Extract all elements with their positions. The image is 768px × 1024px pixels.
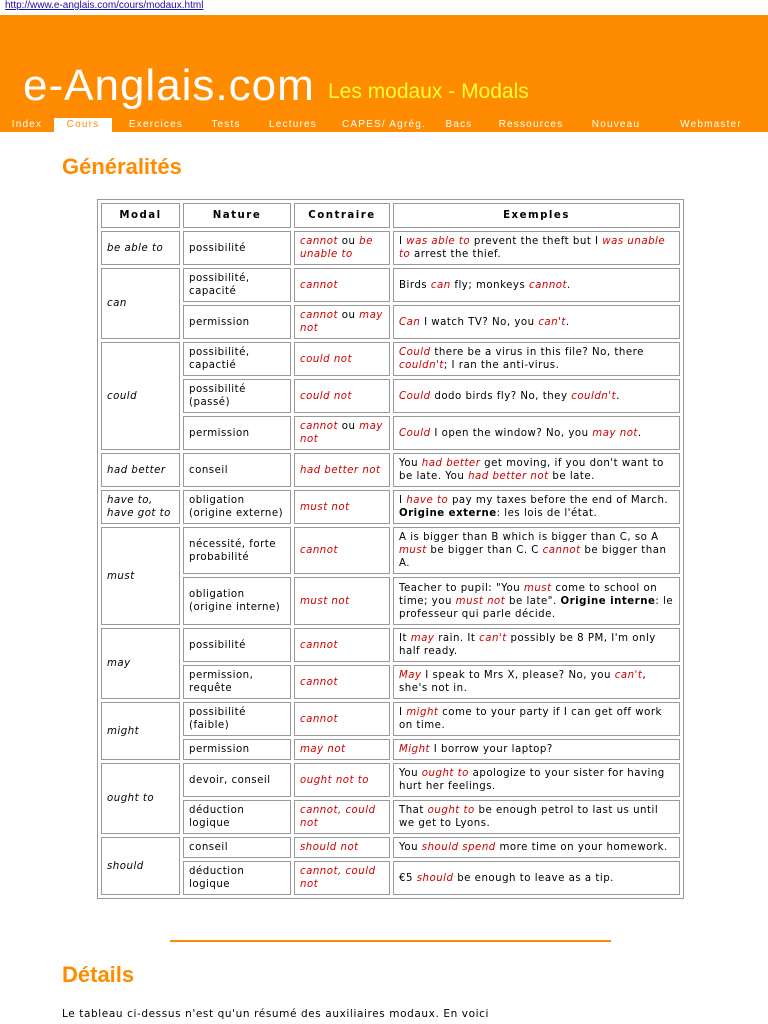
header-exemples: Exemples: [393, 203, 680, 228]
modal-cell: could: [101, 342, 180, 450]
table-row: [101, 837, 680, 858]
contraire-cell: cannot: [294, 665, 390, 699]
example-cell: It may rain. It can't possibly be 8 PM, I'm only half ready.: [393, 628, 680, 662]
header-nature: Nature: [183, 203, 291, 228]
example-cell: That ought to be enough petrol to last us until we get to Lyons.: [393, 800, 680, 834]
contraire-cell: cannot: [294, 702, 390, 736]
nav-item-bacs[interactable]: Bacs: [445, 119, 473, 130]
table-row: [101, 739, 680, 760]
contraire-cell: cannot: [294, 268, 390, 302]
main-nav: [0, 118, 768, 132]
table-row: [101, 763, 680, 797]
table-row: [101, 305, 680, 339]
modal-cell: should: [101, 837, 180, 895]
table-row: [101, 628, 680, 662]
example-cell: Could dodo birds fly? No, they couldn't.: [393, 379, 680, 413]
header-banner: [0, 15, 768, 118]
nature-cell: nécessité, forte probabilité: [183, 527, 291, 574]
example-cell: I might come to your party if I can get off work on time.: [393, 702, 680, 736]
site-title[interactable]: e-Anglais.com: [23, 61, 315, 110]
contraire-cell: cannot: [294, 527, 390, 574]
table-row: [101, 665, 680, 699]
modal-cell: had better: [101, 453, 180, 487]
example-cell: Could I open the window? No, you may not.: [393, 416, 680, 450]
nav-item-ressources[interactable]: Ressources: [498, 119, 564, 130]
table-row: [101, 379, 680, 413]
nature-cell: possibilité (faible): [183, 702, 291, 736]
modal-cell: ought to: [101, 763, 180, 834]
example-cell: Could there be a virus in this file? No, there couldn't; I ran the anti-virus.: [393, 342, 680, 376]
header-modal: Modal: [101, 203, 180, 228]
modal-cell: be able to: [101, 231, 180, 265]
nav-item-tests[interactable]: Tests: [211, 119, 241, 130]
nature-cell: possibilité (passé): [183, 379, 291, 413]
table-row: [101, 268, 680, 302]
example-cell: You had better get moving, if you don't want to be late. You had better not be late.: [393, 453, 680, 487]
table-row: [101, 800, 680, 834]
divider: [170, 940, 611, 942]
nature-cell: conseil: [183, 453, 291, 487]
nav-item-cours[interactable]: Cours: [54, 118, 112, 132]
section-heading-generalites: Généralités: [62, 154, 182, 179]
table-row: [101, 861, 680, 895]
contraire-cell: cannot ou may not: [294, 416, 390, 450]
nature-cell: permission: [183, 416, 291, 450]
example-cell: Teacher to pupil: "You must come to school on time; you must not be late". Origine interne: le professeur qui parle décide.: [393, 577, 680, 625]
contraire-cell: cannot: [294, 628, 390, 662]
table-header-row: [101, 203, 680, 228]
contraire-cell: had better not: [294, 453, 390, 487]
modal-cell: have to, have got to: [101, 490, 180, 524]
nav-item-lectures[interactable]: Lectures: [269, 119, 317, 130]
table-row: [101, 577, 680, 625]
details-paragraph: Le tableau ci-dessus n'est qu'un résumé des auxiliaires modaux. En voici: [62, 1008, 490, 1020]
example-cell: Might I borrow your laptop?: [393, 739, 680, 760]
page-subtitle: Les modaux - Modals: [328, 80, 529, 103]
example-cell: You should spend more time on your homework.: [393, 837, 680, 858]
contraire-cell: could not: [294, 342, 390, 376]
contraire-cell: must not: [294, 577, 390, 625]
contraire-cell: cannot ou may not: [294, 305, 390, 339]
contraire-cell: cannot, could not: [294, 800, 390, 834]
nature-cell: déduction logique: [183, 861, 291, 895]
example-cell: Birds can fly; monkeys cannot.: [393, 268, 680, 302]
contraire-cell: may not: [294, 739, 390, 760]
contraire-cell: must not: [294, 490, 390, 524]
nature-cell: possibilité, capactié: [183, 342, 291, 376]
example-cell: I was able to prevent the theft but I was unable to arrest the thief.: [393, 231, 680, 265]
contraire-cell: should not: [294, 837, 390, 858]
nature-cell: permission, requête: [183, 665, 291, 699]
modal-cell: might: [101, 702, 180, 760]
table-row: [101, 231, 680, 265]
nature-cell: conseil: [183, 837, 291, 858]
nav-item-exercices[interactable]: Exercices: [128, 119, 184, 130]
nature-cell: devoir, conseil: [183, 763, 291, 797]
contraire-cell: could not: [294, 379, 390, 413]
example-cell: A is bigger than B which is bigger than C, so A must be bigger than C. C cannot be bigger than A.: [393, 527, 680, 574]
nature-cell: déduction logique: [183, 800, 291, 834]
nature-cell: possibilité, capacité: [183, 268, 291, 302]
example-cell: Can I watch TV? No, you can't.: [393, 305, 680, 339]
nav-item-webmaster[interactable]: Webmaster: [680, 119, 742, 130]
table-body: [101, 231, 680, 895]
nav-item-capes-agr-g[interactable]: CAPES/ Agrég.: [342, 119, 426, 130]
nature-cell: possibilité: [183, 628, 291, 662]
source-url[interactable]: http://www.e-anglais.com/cours/modaux.html: [5, 0, 204, 11]
contraire-cell: ought not to: [294, 763, 390, 797]
nature-cell: obligation (origine interne): [183, 577, 291, 625]
nature-cell: permission: [183, 305, 291, 339]
nav-item-nouveau[interactable]: Nouveau: [591, 119, 641, 130]
nature-cell: permission: [183, 739, 291, 760]
modals-table: [97, 199, 684, 899]
table-row: [101, 416, 680, 450]
table-row: [101, 342, 680, 376]
modal-cell: may: [101, 628, 180, 699]
example-cell: I have to pay my taxes before the end of March. Origine externe: les lois de l'état.: [393, 490, 680, 524]
header-contraire: Contraire: [294, 203, 390, 228]
table-row: [101, 527, 680, 574]
nav-item-index[interactable]: Index: [11, 119, 43, 130]
example-cell: You ought to apologize to your sister for having hurt her feelings.: [393, 763, 680, 797]
nature-cell: obligation (origine externe): [183, 490, 291, 524]
example-cell: €5 should be enough to leave as a tip.: [393, 861, 680, 895]
contraire-cell: cannot ou be unable to: [294, 231, 390, 265]
table-row: [101, 702, 680, 736]
contraire-cell: cannot, could not: [294, 861, 390, 895]
table-row: [101, 490, 680, 524]
section-heading-details: Détails: [62, 962, 135, 987]
modal-cell: must: [101, 527, 180, 625]
table-row: [101, 453, 680, 487]
example-cell: May I speak to Mrs X, please? No, you can't, she's not in.: [393, 665, 680, 699]
modal-cell: can: [101, 268, 180, 339]
nature-cell: possibilité: [183, 231, 291, 265]
